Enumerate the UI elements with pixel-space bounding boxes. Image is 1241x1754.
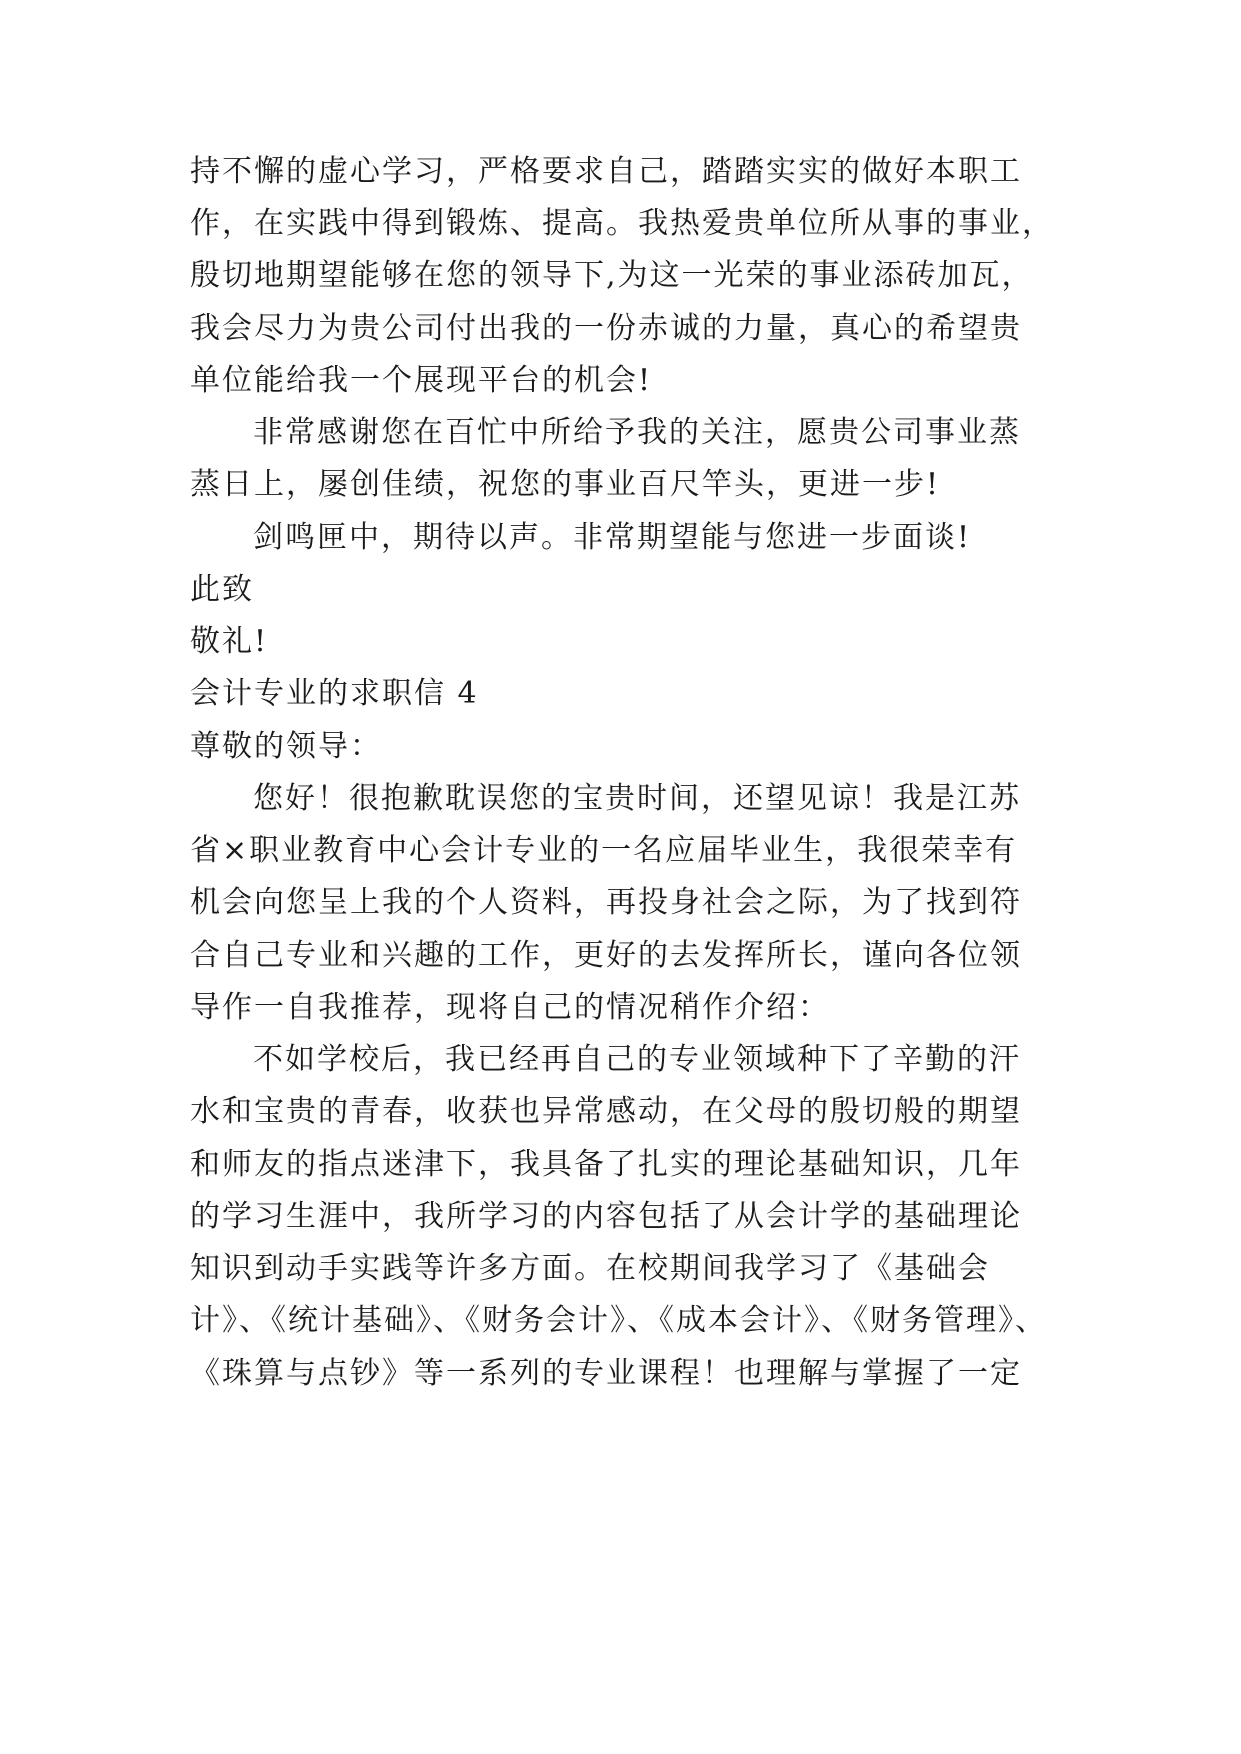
paragraph-line: 您好！很抱歉耽误您的宝贵时间，还望见谅！我是江苏 <box>253 781 1021 816</box>
body-line: 我会尽力为贵公司付出我的一份赤诚的力量，真心的希望贵 <box>190 311 1022 346</box>
body-line: 计》、《统计基础》、《财务会计》、《成本会计》、《财务管理》、 <box>190 1303 1047 1338</box>
body-line: 机会向您呈上我的个人资料，再投身社会之际，为了找到符 <box>190 885 1022 920</box>
body-line: 殷切地期望能够在您的领导下,为这一光荣的事业添砖加瓦， <box>190 258 1034 293</box>
closing-regards: 敬礼! <box>190 624 269 659</box>
body-line: 的学习生涯中，我所学习的内容包括了从会计学的基础理论 <box>190 1199 1022 1234</box>
closing-salutation: 此致 <box>190 572 254 607</box>
body-line: 水和宝贵的青春，收获也异常感动，在父母的殷切般的期望 <box>190 1094 1022 1129</box>
paragraph-line: 不如学校后，我已经再自己的专业领域种下了辛勤的汗 <box>253 1042 1021 1077</box>
body-line: 蒸日上，屡创佳绩，祝您的事业百尺竿头，更进一步! <box>190 467 941 502</box>
body-line: 合自己专业和兴趣的工作，更好的去发挥所长，谨向各位领 <box>190 938 1022 973</box>
body-line: 单位能给我一个展现平台的机会! <box>190 363 653 398</box>
body-line: 导作一自我推荐，现将自己的情况稍作介绍： <box>190 990 830 1025</box>
body-line: 省×职业教育中心会计专业的一名应届毕业生，我很荣幸有 <box>190 833 1018 868</box>
body-line: 作，在实践中得到锻炼、提高。我热爱贵单位所从事的事业， <box>190 206 1054 241</box>
greeting-line: 尊敬的领导： <box>190 729 382 764</box>
paragraph-line: 非常感谢您在百忙中所给予我的关注，愿贵公司事业蒸 <box>253 415 1021 450</box>
body-line: 和师友的指点迷津下，我具备了扎实的理论基础知识，几年 <box>190 1147 1022 1182</box>
body-line: 持不懈的虚心学习，严格要求自己，踏踏实实的做好本职工 <box>190 154 1022 189</box>
body-line: 《珠算与点钞》等一系列的专业课程！也理解与掌握了一定 <box>190 1356 1022 1391</box>
body-line: 知识到动手实践等许多方面。在校期间我学习了《基础会 <box>190 1251 990 1286</box>
paragraph-line: 剑鸣匣中，期待以声。非常期望能与您进一步面谈! <box>253 520 972 555</box>
section-title: 会计专业的求职信 4 <box>190 676 479 711</box>
